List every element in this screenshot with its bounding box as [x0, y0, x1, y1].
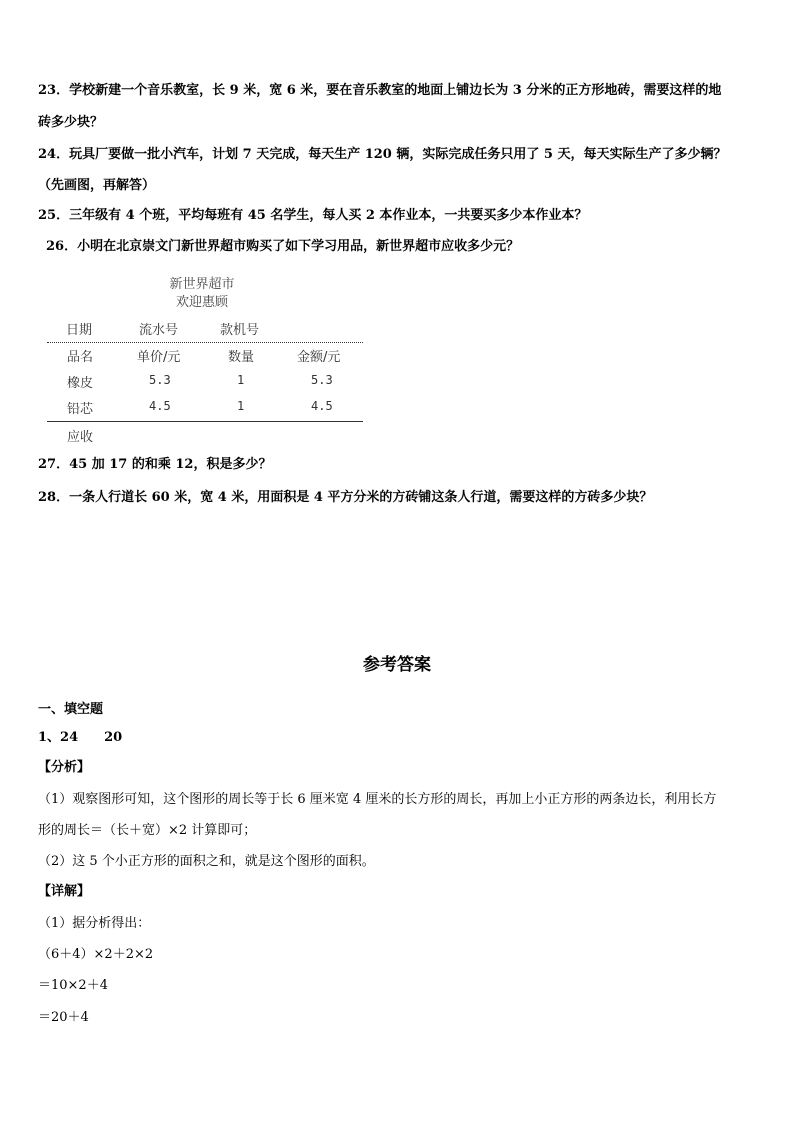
receipt-meta-register: 款机号 [220, 323, 260, 338]
calc-step-3: ＝20＋4 [38, 1010, 89, 1025]
receipt-row-1-price: 5.3 [149, 373, 171, 387]
analysis-label: 【分析】 [38, 760, 91, 775]
calc-step-1: （6＋4）×2＋2×2 [38, 947, 154, 962]
receipt-store-name: 新世界超市 [169, 277, 235, 292]
receipt-solid-divider [47, 421, 363, 422]
analysis-2: （2）这 5 个小正方形的面积之和，就是这个图形的面积。 [38, 854, 375, 869]
receipt-row-1-amount: 5.3 [311, 373, 333, 387]
receipt-col-price: 单价/元 [137, 350, 181, 365]
question-26: 26．小明在北京崇文门新世界超市购买了如下学习用品，新世界超市应收多少元？ [46, 239, 520, 254]
receipt-row-1-name: 橡皮 [67, 376, 94, 391]
receipt-row-2-amount: 4.5 [311, 399, 333, 413]
answers-section-heading: 一、填空题 [38, 702, 104, 717]
detail-label: 【详解】 [38, 884, 91, 899]
receipt-meta-date: 日期 [66, 323, 93, 338]
receipt-row-2-name: 铅芯 [67, 402, 94, 417]
answer-1: 1、24 20 [38, 730, 123, 745]
analysis-1-line-1: （1）观察图形可知，这个图形的周长等于长 6 厘米宽 4 厘米的长方形的周长，再加上小正方形的两条边长，利用长方 [38, 792, 717, 807]
receipt-row-2-price: 4.5 [149, 399, 171, 413]
question-27: 27．45 加 17 的和乘 12，积是多少？ [38, 457, 272, 472]
receipt-col-qty: 数量 [228, 350, 255, 365]
question-25: 25．三年级有 4 个班，平均每班有 45 名学生，每人买 2 本作业本，一共要买多少本作业本？ [38, 208, 588, 223]
analysis-1-line-2: 形的周长＝（长＋宽）×2 计算即可； [38, 823, 257, 838]
receipt-col-name: 品名 [67, 350, 94, 365]
receipt-row-1-qty: 1 [237, 373, 245, 387]
receipt-row-2-qty: 1 [237, 399, 245, 413]
receipt-meta-serial: 流水号 [139, 323, 179, 338]
question-24-line-1: 24．玩具厂要做一批小汽车，计划 7 天完成，每天生产 120 辆，实际完成任务只用了 5 天，每天实际生产了多少辆？ [38, 147, 727, 162]
question-23-line-2: 砖多少块？ [38, 115, 104, 130]
question-28: 28．一条人行道长 60 米，宽 4 米，用面积是 4 平方分米的方砖铺这条人行道，需要这样的方砖多少块？ [38, 490, 653, 505]
calc-step-2: ＝10×2＋4 [38, 978, 108, 993]
detail-1: （1）据分析得出： [38, 916, 151, 931]
receipt-greeting: 欢迎惠顾 [175, 295, 228, 310]
receipt-dashed-divider [47, 342, 363, 343]
answers-title: 参考答案 [363, 655, 431, 675]
question-23-line-1: 23．学校新建一个音乐教室，长 9 米，宽 6 米，要在音乐教室的地面上铺边长为 3 分米的正方形地砖，需要这样的地 [38, 83, 722, 98]
receipt-total-label: 应收 [67, 430, 94, 445]
receipt-col-amount: 金额/元 [297, 350, 341, 365]
question-24-line-2: （先画图，再解答） [38, 178, 156, 193]
